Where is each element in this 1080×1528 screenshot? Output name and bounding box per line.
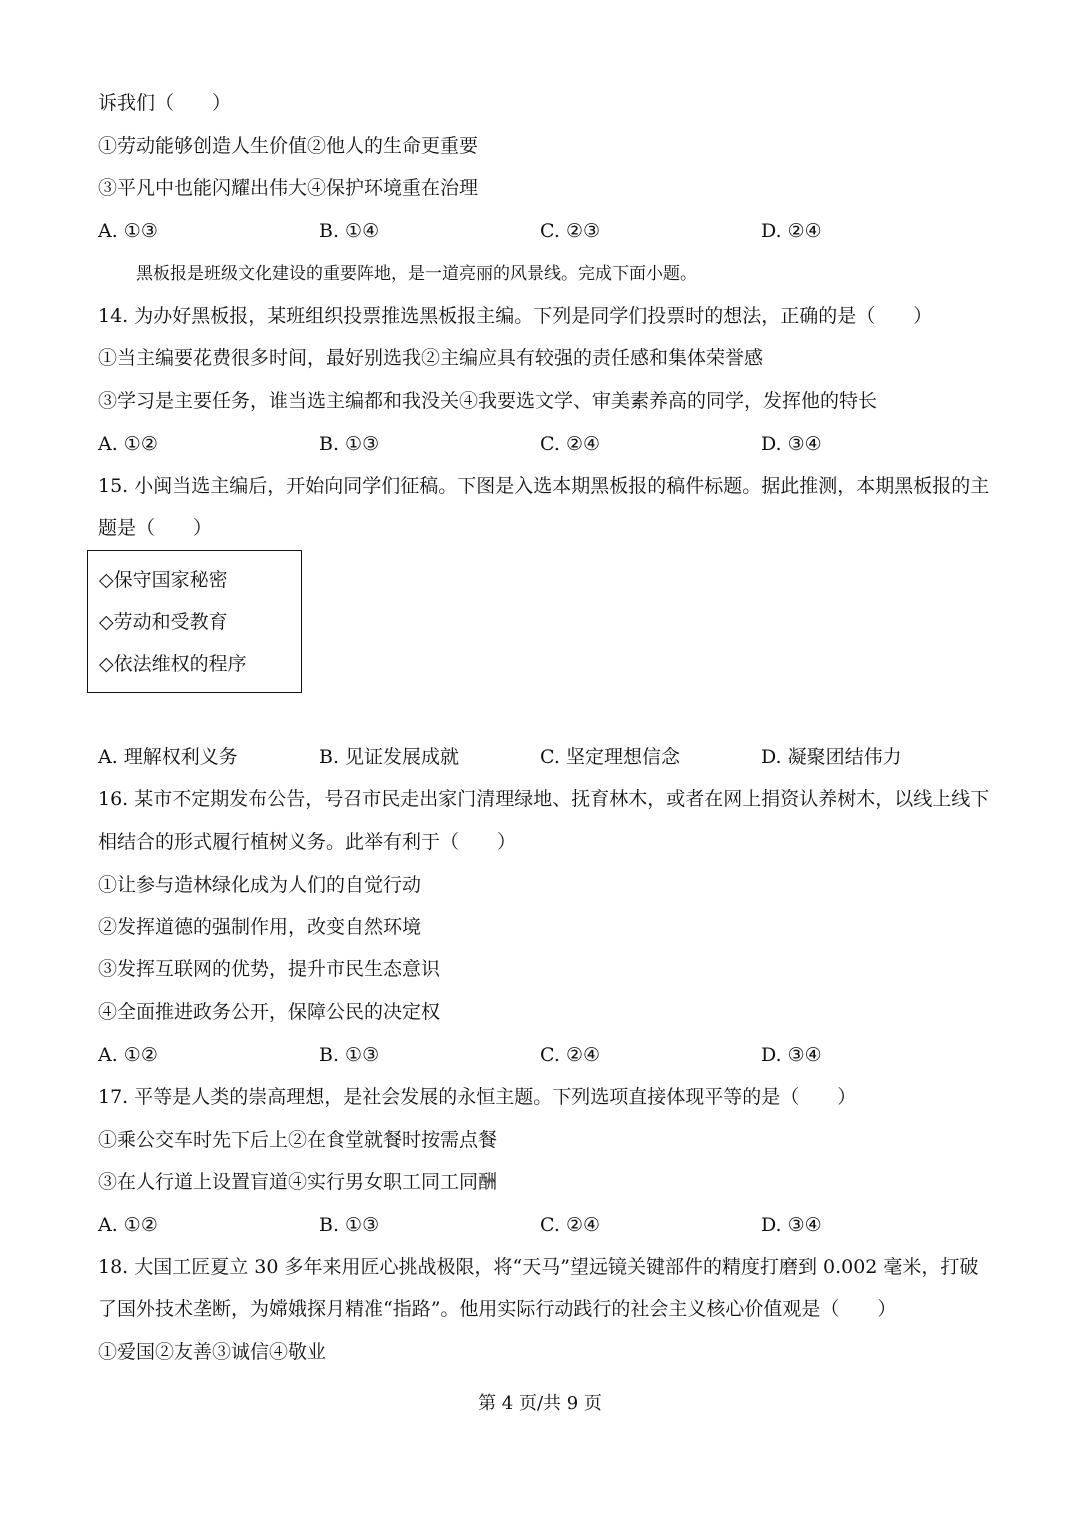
q15-option-c: C. 坚定理想信念 (540, 746, 680, 768)
q15-options (98, 745, 998, 769)
q13-option-a: A. ①③ (98, 220, 158, 242)
q17-option-a: A. ①② (98, 1214, 158, 1236)
q14-option-b: B. ①③ (319, 433, 380, 455)
q16-stem-line-2: 相结合的形式履行植树义务。此举有利于（ ） (98, 831, 517, 853)
q16-stem-line-1: 16. 某市不定期发布公告，号召市民走出家门清理绿地、抚育林木，或者在网上捐资认养树木，以线上线下 (98, 788, 990, 810)
q13-option-d: D. ②④ (761, 220, 822, 242)
q16-statement-3: ③发挥互联网的优势，提升市民生态意识 (98, 958, 441, 980)
q16-options (98, 1043, 998, 1067)
q16-statement-4: ④全面推进政务公开，保障公民的决定权 (98, 1001, 441, 1023)
q14-option-a: A. ①② (98, 433, 158, 455)
q16-statement-2: ②发挥道德的强制作用，改变自然环境 (98, 916, 422, 938)
q17-option-b: B. ①③ (319, 1214, 380, 1236)
q13-option-c: C. ②③ (540, 220, 601, 242)
q16-statement-1: ①让参与造林绿化成为人们的自觉行动 (98, 874, 422, 896)
box-item-2: ◇劳动和受教育 (99, 611, 228, 633)
q14-statement-3-4: ③学习是主要任务，谁当选主编都和我没关④我要选文学、审美素养高的同学，发挥他的特长 (98, 390, 878, 412)
q15-option-a: A. 理解权利义务 (98, 746, 238, 768)
box-item-3: ◇依法维权的程序 (99, 653, 247, 675)
q17-options (98, 1213, 998, 1237)
q18-stem-line-2: 了国外技术垄断，为嫦娥探月精准“指路”。他用实际行动践行的社会主义核心价值观是（ ） (98, 1298, 897, 1320)
q14-option-d: D. ③④ (761, 433, 822, 455)
q13-statement-3-4: ③平凡中也能闪耀出伟大④保护环境重在治理 (98, 177, 479, 199)
q15-option-b: B. 见证发展成就 (319, 746, 460, 768)
q18-stem-line-1: 18. 大国工匠夏立 30 多年来用匠心挑战极限，将“天马”望远镜关键部件的精度打磨到 0.002 毫米，打破 (98, 1256, 979, 1278)
q13-stem-tail: 诉我们（ ） (98, 92, 232, 114)
q15-stem-line-2: 题是（ ） (98, 517, 213, 539)
q17-statement-1-2: ①乘公交车时先下后上②在食堂就餐时按需点餐 (98, 1129, 498, 1151)
section-intro: 黑板报是班级文化建设的重要阵地，是一道亮丽的风景线。完成下面小题。 (136, 264, 697, 284)
q14-stem: 14. 为办好黑板报，某班组织投票推选黑板报主编。下列是同学们投票时的想法，正确的是（ ） (98, 305, 933, 327)
q15-article-titles-box (87, 550, 302, 693)
q15-stem-line-1: 15. 小闽当选主编后，开始向同学们征稿。下图是入选本期黑板报的稿件标题。据此推测，本期黑板报的主 (98, 475, 990, 497)
q13-statement-1-2: ①劳动能够创造人生价值②他人的生命更重要 (98, 135, 479, 157)
q16-option-c: C. ②④ (540, 1044, 601, 1066)
q15-option-d: D. 凝聚团结伟力 (761, 746, 902, 768)
q17-option-c: C. ②④ (540, 1214, 601, 1236)
q16-option-a: A. ①② (98, 1044, 158, 1066)
q14-options (98, 432, 998, 456)
q18-statements: ①爱国②友善③诚信④敬业 (98, 1341, 327, 1363)
q17-statement-3-4: ③在人行道上设置盲道④实行男女职工同工同酬 (98, 1171, 498, 1193)
box-item-1: ◇保守国家秘密 (99, 569, 228, 591)
page-number-footer: 第 4 页/共 9 页 (478, 1393, 602, 1414)
q16-option-b: B. ①③ (319, 1044, 380, 1066)
q17-stem: 17. 平等是人类的崇高理想，是社会发展的永恒主题。下列选项直接体现平等的是（ ） (98, 1086, 857, 1108)
q17-option-d: D. ③④ (761, 1214, 822, 1236)
q14-option-c: C. ②④ (540, 433, 601, 455)
q14-statement-1-2: ①当主编要花费很多时间，最好别选我②主编应具有较强的责任感和集体荣誉感 (98, 347, 764, 369)
q13-option-b: B. ①④ (319, 220, 380, 242)
q13-options (98, 219, 998, 243)
q16-option-d: D. ③④ (761, 1044, 822, 1066)
